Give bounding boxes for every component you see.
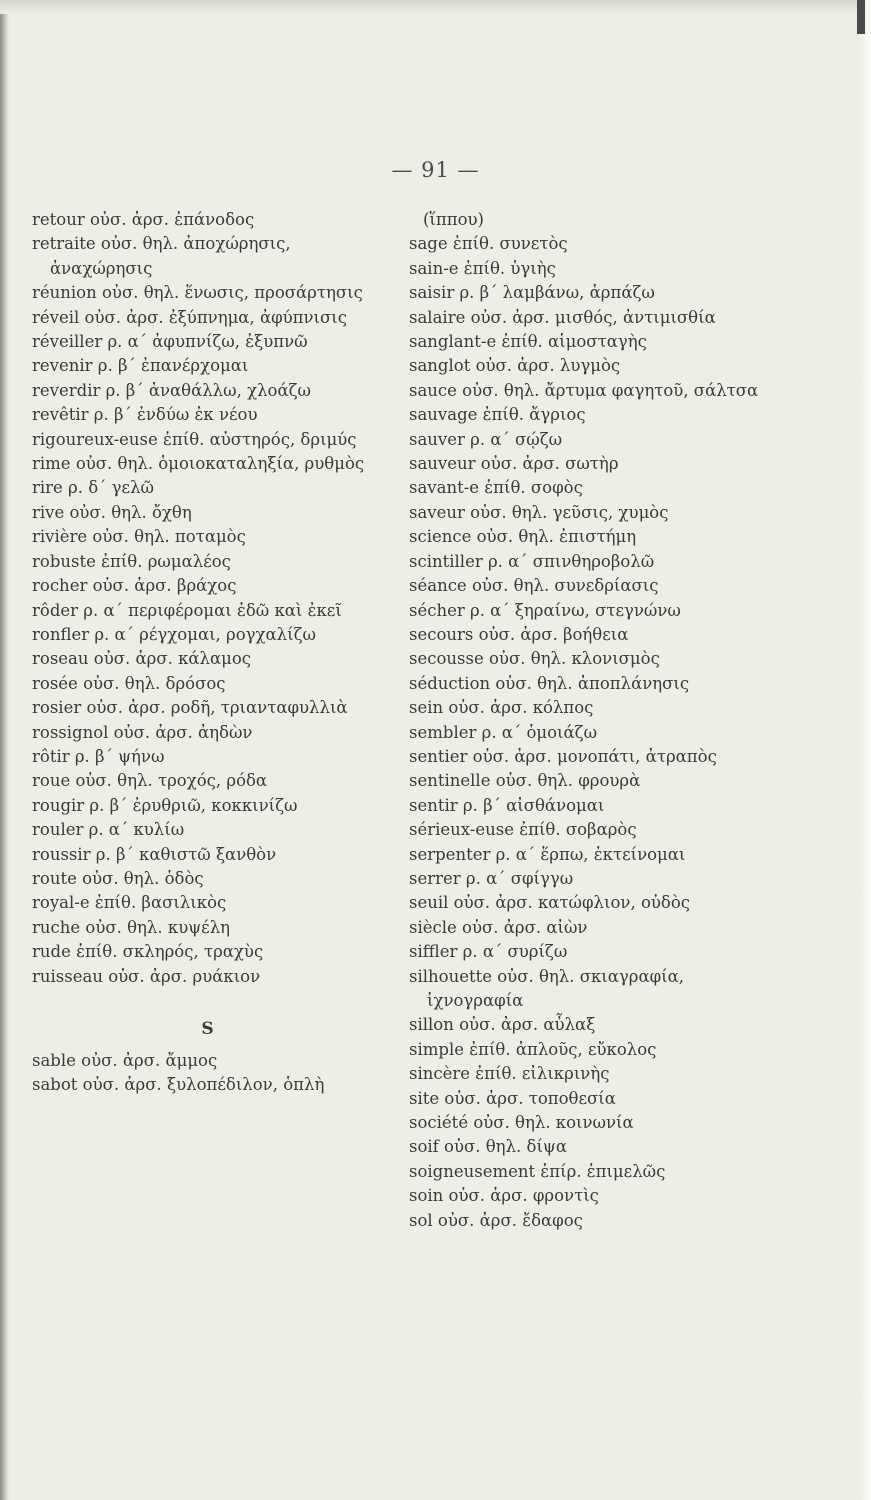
dictionary-entry: sol οὐσ. ἀρσ. ἔδαφος: [409, 1210, 583, 1230]
dictionary-entry: reverdir ρ. β΄ ἀναθάλλω, χλοάζω: [32, 380, 312, 400]
dictionary-entry: rosée οὐσ. θηλ. δρόσος: [32, 673, 226, 693]
dictionary-entry: sillon οὐσ. ἀρσ. αὖλαξ: [409, 1015, 596, 1035]
dictionary-entry: saisir ρ. β΄ λαμβάνω, ἁρπάζω: [409, 283, 655, 303]
dictionary-entry: réunion οὐσ. θηλ. ἕνωσις, προσάρτησις: [32, 283, 363, 303]
dictionary-entry: rosier οὐσ. ἀρσ. ροδῆ, τριανταφυλλιὰ: [32, 698, 348, 718]
dictionary-entry: science οὐσ. θηλ. ἐπιστήμη: [409, 527, 637, 547]
dictionary-entry: sentir ρ. β΄ αἰσθάνομαι: [409, 795, 605, 815]
dictionary-entry: sauveur οὐσ. ἀρσ. σωτὴρ: [409, 454, 619, 474]
right-column: [409, 208, 771, 1233]
dictionary-entry: sauver ρ. α΄ σῴζω: [409, 429, 563, 449]
dictionary-entry: sable οὐσ. ἀρσ. ἄμμος: [32, 1051, 218, 1070]
dictionary-entry: silhouette οὐσ. θηλ. σκιαγραφία, ἰχνογραφία: [409, 966, 685, 1010]
dictionary-entry: rôtir ρ. β΄ ψήνω: [32, 746, 165, 766]
dictionary-entry: revenir ρ. β΄ ἐπανέρχομαι: [32, 356, 249, 376]
dictionary-entry: route οὐσ. θηλ. ὁδὸς: [32, 868, 204, 888]
dictionary-entry: sage ἐπίθ. συνετὸς: [409, 234, 568, 254]
corner-mark: [857, 0, 865, 34]
dictionary-entry: royal-e ἐπίθ. βασιλικὸς: [32, 893, 227, 913]
dictionary-entry: sanglant-e ἐπίθ. αἱμοσταγὴς: [409, 332, 647, 352]
dictionary-entry: sentier οὐσ. ἀρσ. μονοπάτι, ἀτραπὸς: [409, 746, 717, 766]
dictionary-entry: retour οὐσ. ἀρσ. ἐπάνοδος: [32, 210, 255, 229]
dictionary-entry: sembler ρ. α΄ ὁμοιάζω: [409, 722, 598, 742]
dictionary-entry: ronfler ρ. α΄ ρέγχομαι, ρογχαλίζω: [32, 624, 317, 644]
dictionary-entry: rouler ρ. α΄ κυλίω: [32, 820, 185, 840]
dictionary-entry: serrer ρ. α΄ σφίγγω: [409, 868, 574, 888]
dictionary-entry: rude ἐπίθ. σκληρός, τραχὺς: [32, 942, 264, 962]
dictionary-entry: rire ρ. δ΄ γελῶ: [32, 478, 155, 498]
dictionary-entry: sanglot οὐσ. ἀρσ. λυγμὸς: [409, 356, 621, 376]
dictionary-entry: réveiller ρ. α΄ ἀφυπνίζω, ἐξυπνῶ: [32, 332, 308, 352]
dictionary-entry: soif οὐσ. θηλ. δίψα: [409, 1137, 567, 1157]
dictionary-entry: rivière οὐσ. θηλ. ποταμὸς: [32, 527, 246, 547]
dictionary-entry: sauvage ἐπίθ. ἄγριος: [409, 405, 586, 425]
dictionary-entry: rigoureux-euse ἐπίθ. αὐστηρός, δριμύς: [32, 429, 357, 449]
dictionary-entry: séance οὐσ. θηλ. συνεδρίασις: [409, 576, 659, 596]
dictionary-entry: saveur οὐσ. θηλ. γεῦσις, χυμὸς: [409, 502, 669, 522]
left-column: [32, 208, 384, 1098]
dictionary-entry: sauce οὐσ. θηλ. ἄρτυμα φαγητοῦ, σάλτσα: [409, 380, 759, 400]
dictionary-entry: rocher οὐσ. ἀρσ. βράχος: [32, 576, 237, 596]
dictionary-entry: secousse οὐσ. θηλ. κλονισμὸς: [409, 649, 660, 669]
dictionary-entry: simple ἐπίθ. ἁπλοῦς, εὔκολος: [409, 1039, 657, 1059]
dictionary-entry: roue οὐσ. θηλ. τροχός, ρόδα: [32, 771, 268, 791]
dictionary-entry: serpenter ρ. α΄ ἕρπω, ἐκτείνομαι: [409, 844, 686, 864]
dictionary-entry: rime οὐσ. θηλ. ὁμοιοκαταληξία, ρυθμὸς: [32, 454, 365, 474]
dictionary-entry: roseau οὐσ. ἀρσ. κάλαμος: [32, 649, 252, 669]
page-spine-shadow: [0, 0, 9, 1500]
dictionary-entry: rôder ρ. α΄ περιφέρομαι ἐδῶ καὶ ἐκεῖ: [32, 600, 342, 620]
dictionary-entry: retraite οὐσ. θηλ. ἀποχώρησις, ἀναχώρησις: [32, 234, 291, 278]
dictionary-entry: sentinelle οὐσ. θηλ. φρουρὰ: [409, 771, 641, 791]
continued-entry-fragment: (ἵππου): [423, 210, 484, 229]
dictionary-entry: scintiller ρ. α΄ σπινθηροβολῶ: [409, 551, 655, 571]
dictionary-entry: sabot οὐσ. ἀρσ. ξυλοπέδιλον, ὁπλὴ: [32, 1075, 325, 1095]
dictionary-entry: siffler ρ. α΄ συρίζω: [409, 942, 568, 962]
dictionary-entry: réveil οὐσ. ἀρσ. ἐξύπνημα, ἀφύπνισις: [32, 307, 347, 327]
dictionary-entry: robuste ἐπίθ. ρωμαλέος: [32, 551, 231, 571]
dictionary-entry: site οὐσ. ἀρσ. τοποθεσία: [409, 1088, 616, 1108]
dictionary-entry: sain-e ἐπίθ. ὑγιὴς: [409, 258, 556, 278]
dictionary-entry: sécher ρ. α΄ ξηραίνω, στεγνώνω: [409, 600, 681, 620]
dictionary-entry: soigneusement ἐπίρ. ἐπιμελῶς: [409, 1161, 666, 1181]
dictionary-entry: ruche οὐσ. θηλ. κυψέλη: [32, 917, 231, 937]
dictionary-entry: secours οὐσ. ἀρσ. βοήθεια: [409, 624, 629, 644]
dictionary-entry: soin οὐσ. ἀρσ. φροντὶς: [409, 1186, 599, 1206]
dictionary-entry: société οὐσ. θηλ. κοινωνία: [409, 1113, 634, 1133]
dictionary-entry: séduction οὐσ. θηλ. ἀποπλάνησις: [409, 673, 690, 693]
dictionary-entry: ruisseau οὐσ. ἀρσ. ρυάκιον: [32, 966, 261, 986]
page-right-edge: [859, 0, 871, 1500]
dictionary-entry: sincère ἐπίθ. εἰλικρινὴς: [409, 1064, 610, 1084]
dictionary-entry: siècle οὐσ. ἀρσ. αἰὼν: [409, 917, 588, 937]
dictionary-entry: savant-e ἐπίθ. σοφὸς: [409, 478, 583, 498]
dictionary-entry: seuil οὐσ. ἀρσ. κατώφλιον, οὐδὸς: [409, 893, 691, 913]
dictionary-entry: rossignol οὐσ. ἀρσ. ἀηδὼν: [32, 722, 253, 742]
dictionary-entry: sein οὐσ. ἀρσ. κόλπος: [409, 698, 594, 718]
page-number: — 91 —: [391, 158, 480, 182]
dictionary-entry: sérieux-euse ἐπίθ. σοβαρὸς: [409, 820, 637, 840]
page-top-shadow: [0, 0, 871, 14]
dictionary-entry: revêtir ρ. β΄ ἐνδύω ἐκ νέου: [32, 405, 258, 425]
dictionary-entry: roussir ρ. β΄ καθιστῶ ξανθὸν: [32, 844, 277, 864]
section-heading-s: S: [201, 1019, 215, 1039]
dictionary-entry: rougir ρ. β΄ ἐρυθριῶ, κοκκινίζω: [32, 795, 298, 815]
dictionary-entry: rive οὐσ. θηλ. ὄχθη: [32, 502, 192, 522]
dictionary-entry: salaire οὐσ. ἀρσ. μισθός, ἀντιμισθία: [409, 307, 716, 327]
